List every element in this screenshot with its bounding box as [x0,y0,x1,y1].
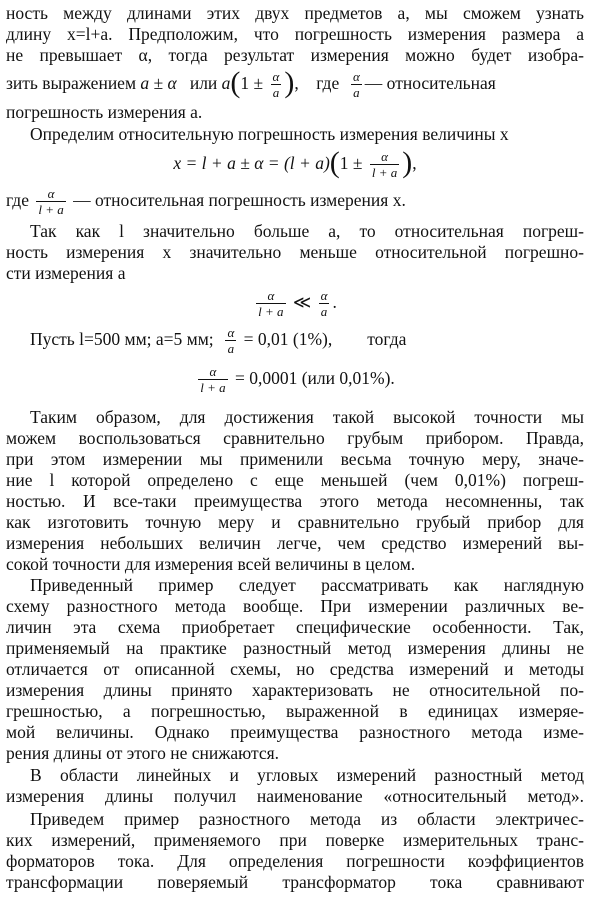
paren-left: ( [230,66,241,99]
text-line: ние l которой определено с еще меньшей (чем 0,01%) погреш- [6,470,584,490]
text-line: измерения длины получил наименование «относительный метод». [6,786,584,806]
fraction [319,288,330,319]
text-line: при этом измерении мы применили весьма точную меру, значе- [6,449,584,469]
fraction [225,325,236,356]
formula-line [6,183,584,219]
paren-right: ) [402,146,413,179]
text-line: измерения длины принято характеризовать не относительной по- [6,680,584,700]
text-line: сти измерения a [6,263,126,283]
text-line: ность измерения x значительно меньше относительной погрешно- [6,242,584,262]
text-line: отличается от описанной схемы, но средства измерений и методы [6,659,584,679]
math-relation: ≪ [292,292,312,312]
equation-1 [6,145,584,183]
equation-2 [6,284,584,322]
fraction-denominator: l + a [200,380,226,396]
text-fragment: зить выражением [6,73,137,93]
fraction-denominator: l + a [371,165,398,181]
math-expression: = 0,0001 (или 0,01%). [234,368,395,388]
text-line: Определим относительную погрешность измерения величины x [30,124,509,144]
fraction-numerator: α [36,186,65,202]
math-expression: 1 ± [240,73,264,93]
text-line: мой величины. Однако преимущества разностного метода изме- [6,722,584,742]
fraction-numerator: α [320,288,328,304]
text-fragment: где [6,190,29,210]
text-fragment: — относительная погрешность измерения x. [73,190,406,210]
fraction [36,186,65,217]
text-line: схему разностного метода вообще. При измерении различных ве- [6,596,584,616]
text-line: личин эта схема приобретает специфические особенности. Так, [6,617,584,637]
text-fragment: или [189,73,218,93]
text-line: В области линейных и угловых измерений разностный метод [30,765,584,785]
fraction-denominator: a [353,85,360,101]
text-line: ность между длинами этих двух предметов a, мы сможем узнать [6,3,584,23]
fraction-denominator: a [227,341,235,357]
text-fragment: где [316,73,340,93]
fraction-denominator: a [272,85,280,101]
punctuation: , [412,153,417,173]
math-symbol: a [221,73,231,93]
text-line: длину x=l+a. Предположим, что погрешность измерения размера a [6,24,584,44]
fraction-numerator: α [227,325,235,341]
text-fragment: — относительная [364,73,496,93]
text-line: грешностью, а погрешностью, выраженной в единицах измеряе- [6,701,584,721]
fraction-numerator: α [198,364,227,380]
text-line: не превышает α, тогда результат измерения можно будет изобра- [6,45,584,65]
fraction [370,149,399,180]
text-line: можем воспользоваться сравнительно грубым прибором. Правда, [6,428,584,448]
fraction [198,364,227,395]
fraction-numerator: α [352,69,360,85]
math-expression: x = l + a ± α = (l + a) [173,153,330,173]
text-line: трансформации поверяемый трансформатор тока сравнивают [6,872,584,892]
text-line: ких измерений, применяемого при поверке измерительных транс- [6,830,584,850]
text-line: Приведем пример разностного метода из области электричес- [30,809,584,829]
fraction-numerator: α [256,288,285,304]
paren-left: ( [329,146,340,179]
text-line: применяемый на практике разностный метод измерения длины не [6,638,584,658]
text-line: форматоров тока. Для определения погрешности коэффициентов [6,851,584,871]
formula-line [30,322,584,358]
fraction-denominator: l + a [258,304,284,320]
text-line: Таким образом, для достижения такой высокой точности мы [30,407,584,427]
fraction-denominator: l + a [38,202,64,218]
text-line: как изготовить точную меру и сравнительно грубый прибор для [6,512,584,532]
fraction-denominator: a [320,304,328,320]
math-expression: a ± α [140,73,177,93]
punctuation: . [332,292,337,312]
formula-line: зить выражением a ± α или a(1 ± $\frac{\alpha}{a}$ ), где $\frac{\alpha}{a}$ — относительная [6,66,496,101]
fraction [271,69,282,100]
text-fragment: тогда [367,329,407,349]
math-expression: = 0,01 (1%), [243,329,333,349]
text-fragment: Пусть l=500 мм; a=5 мм; [30,329,214,349]
text-line: сокой точности для измерения всей величины в целом. [6,554,416,574]
text-line: погрешность измерения a. [6,102,203,122]
paren-right: ) [284,66,295,99]
equation-3 [6,360,584,398]
math-expression: 1 ± [339,153,363,173]
fraction [351,69,362,100]
fraction [256,288,285,319]
text-line: Приведенный пример следует рассматривать как наглядную [30,575,584,595]
text-line: рения длины от этого не снижаются. [6,743,280,763]
text-line: Так как l значительно больше a, то относительная погреш- [30,221,584,241]
fraction-numerator: α [370,149,399,165]
text-line: ностью. И все-таки преимущества этого метода несомненны, так [6,491,584,511]
fraction-numerator: α [272,69,280,85]
text-line: измерения небольших величин легче, чем средство измерений вы- [6,533,584,553]
